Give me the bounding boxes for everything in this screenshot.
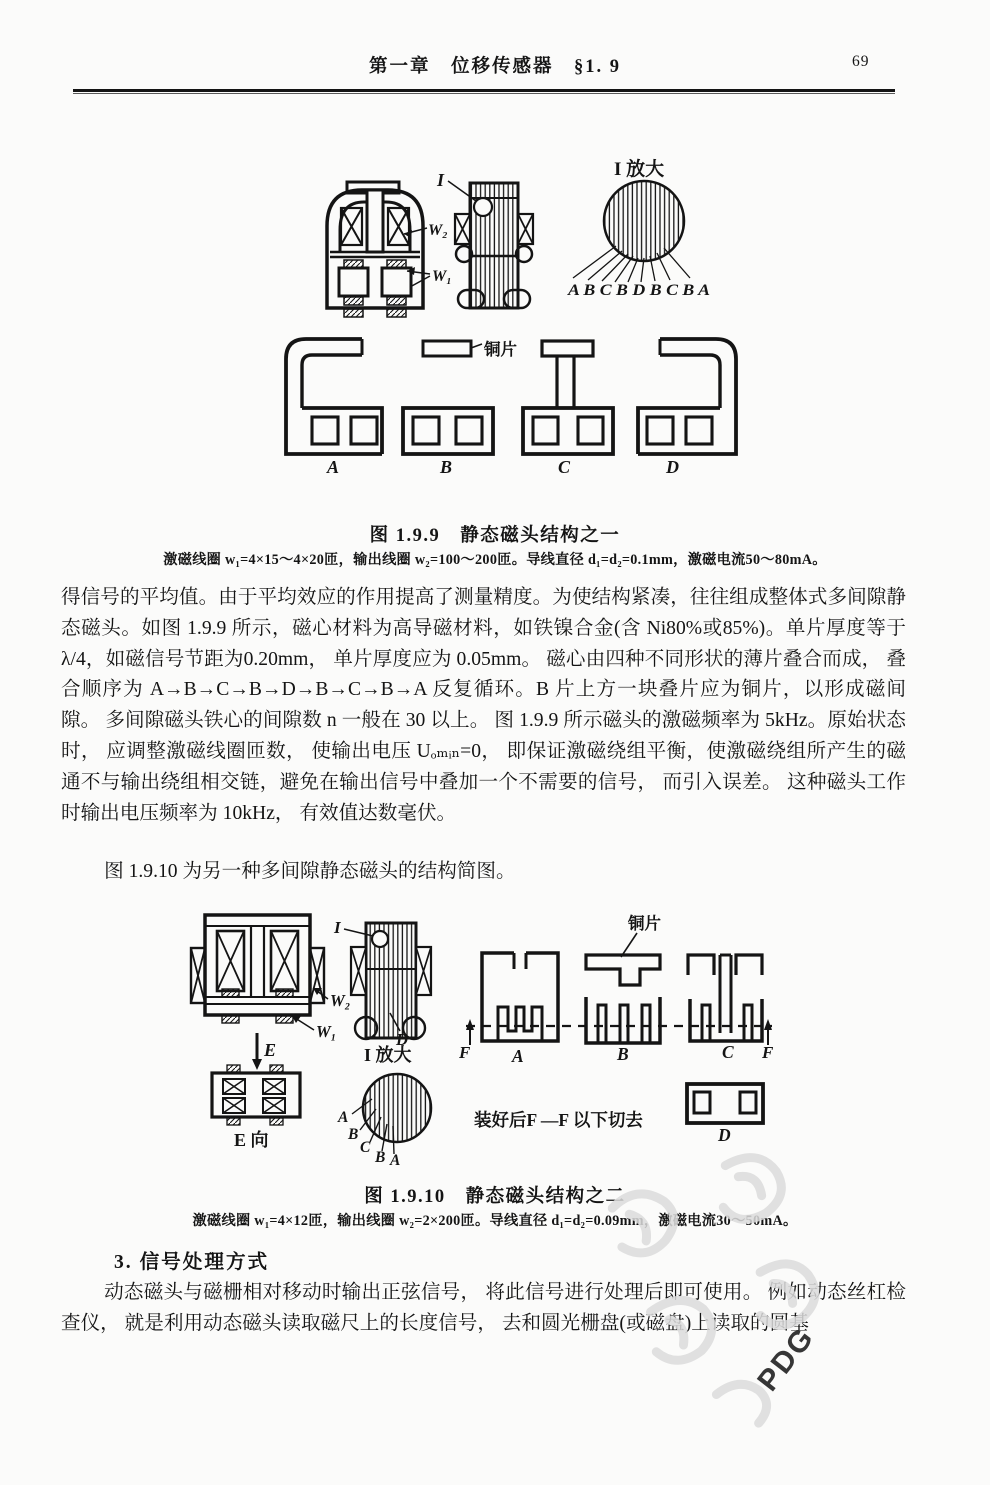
head2-side-view bbox=[344, 923, 431, 1039]
copper-strip bbox=[423, 341, 471, 356]
fig1-copper-label: 铜片 bbox=[484, 340, 517, 359]
figure-1-9-9-caption: 图 1.9.9 静态磁头结构之一 bbox=[369, 526, 621, 546]
head-side-view bbox=[448, 181, 533, 308]
fig2-d-side-label: D bbox=[396, 1030, 408, 1049]
head-front-view bbox=[327, 182, 423, 317]
fig2-e-label: E bbox=[264, 1040, 277, 1060]
fig1-enlarged-label: I 放大 bbox=[614, 159, 665, 180]
header-rule bbox=[73, 89, 895, 92]
e-view bbox=[212, 1065, 300, 1125]
fig2-w2-label: W₂ bbox=[330, 991, 351, 1010]
fig1-gap-sequence: A B C B D B C B A bbox=[566, 282, 710, 299]
fig1-w1-label: W₁ bbox=[432, 268, 452, 285]
fig1-w2-label: W₂ bbox=[428, 222, 448, 239]
fig1-i-label: I bbox=[437, 170, 445, 190]
fig2-f-right-label: F bbox=[762, 1043, 774, 1062]
fig2-enlarged-label: I 放大 bbox=[364, 1045, 412, 1065]
fig2-i-label: I bbox=[334, 918, 341, 937]
fig2-copper-label: 铜片 bbox=[628, 914, 661, 933]
fig2-circle-letter: B bbox=[375, 1149, 386, 1166]
fig1-piece-b-label: B bbox=[440, 457, 453, 477]
fig1-piece-d-label: D bbox=[666, 457, 679, 477]
page-header-title: 第一章 位移传感器 §1. 9 bbox=[368, 57, 621, 77]
gap-region-marker bbox=[474, 198, 492, 216]
body-paragraph-1: 得信号的平均值。由于平均效应的作用提高了测量精度。为使结构紧凑，往往组成整体式多间隙静态磁头。如图 1.9.9 所示，磁心材料为高导磁材料，如铁镍合金(含 Ni80%或85%)。单片厚度等于 λ/4，如磁信号节距为0.20mm， 单片厚度应为 0.05mm。 磁心由四种不同形状的薄片叠合而成， 叠合顺序为 A→B→C→B→D→B→C→B→A 反复循环。B 片上方一块叠片应为铜片，以形成磁间隙。 多间隙磁头铁心的间隙数 n 一般在 30 以上。 图 1.9.9 所示磁头的激磁频率为 5kHz。原始状态时， 应调整激磁线圈匝数， 使输出电压 Uₒₘᵢₙ=0， 即保证激磁绕组平衡，使激磁绕组所产生的磁通不与输出绕组相交链，避免在输出信号中叠加一个不需要的信号， 而引入误差。 这种磁头工作时输出电压频率为 10kHz， 有效值达数毫伏。 bbox=[61, 587, 906, 824]
page-number: 69 bbox=[852, 53, 870, 70]
figure-1-9-10-caption: 图 1.9.10 静态磁头结构之二 bbox=[364, 1187, 626, 1207]
section-3-paragraph: 动态磁头与磁栅相对移动时输出正弦信号， 将此信号进行处理后即可使用。 例如动态丝杠检查仪， 就是利用动态磁头读取磁尺上的长度信号， 去和圆光栅盘(或磁盘)上读取的圆基 bbox=[61, 1282, 906, 1334]
fig2-comb-b-label: B bbox=[617, 1044, 629, 1064]
section-3-heading: 3. 信号处理方式 bbox=[114, 1252, 270, 1273]
enlarged-gap-view bbox=[567, 157, 710, 299]
figure-1-9-10-subcaption: 激磁线圈 w₁=4×12匝，输出线圈 w₂=2×200匝。导线直径 d₁=d₂=0.09mm，激磁电流30～50mA。 bbox=[192, 1213, 798, 1229]
fig2-cut-note: 装好后F —F 以下切去 bbox=[474, 1110, 643, 1130]
figure-1-9-9-subcaption: 激磁线圈 w₁=4×15～4×20匝，输出线圈 w₂=100～200匝。导线直径 d₁=d₂=0.1mm，激磁电流50～80mA。 bbox=[163, 552, 827, 568]
fig2-circle-letter: A bbox=[338, 1109, 349, 1126]
fig2-e-view-label: E 向 bbox=[234, 1130, 269, 1150]
fig1-piece-c-label: C bbox=[558, 457, 571, 477]
figure-1-9-10-drawing bbox=[0, 893, 990, 1183]
head2-front-view bbox=[191, 915, 324, 1023]
enlarged-gap-view-2 bbox=[337, 1074, 431, 1169]
figure-1-9-9-drawing bbox=[0, 138, 990, 485]
body-paragraph-2: 图 1.9.10 为另一种多间隙静态磁头的结构简图。 bbox=[104, 861, 516, 882]
fig1-piece-a-label: A bbox=[327, 457, 340, 477]
fig2-circle-letter: C bbox=[360, 1139, 371, 1156]
watermark-pdg-text: PDG bbox=[751, 1321, 821, 1398]
fig2-comb-c-label: C bbox=[722, 1042, 734, 1062]
fig2-w1-label: W₁ bbox=[316, 1022, 337, 1041]
fig2-circle-letter: B bbox=[348, 1126, 359, 1143]
comb-laminations bbox=[466, 913, 772, 1123]
fig2-circle-letter: A bbox=[390, 1152, 401, 1169]
fig2-piece-d-label: D bbox=[718, 1125, 731, 1145]
fig2-comb-a-label: A bbox=[512, 1046, 524, 1066]
fig2-f-left-label: F bbox=[459, 1043, 471, 1062]
e-direction-arrow bbox=[252, 1059, 262, 1070]
